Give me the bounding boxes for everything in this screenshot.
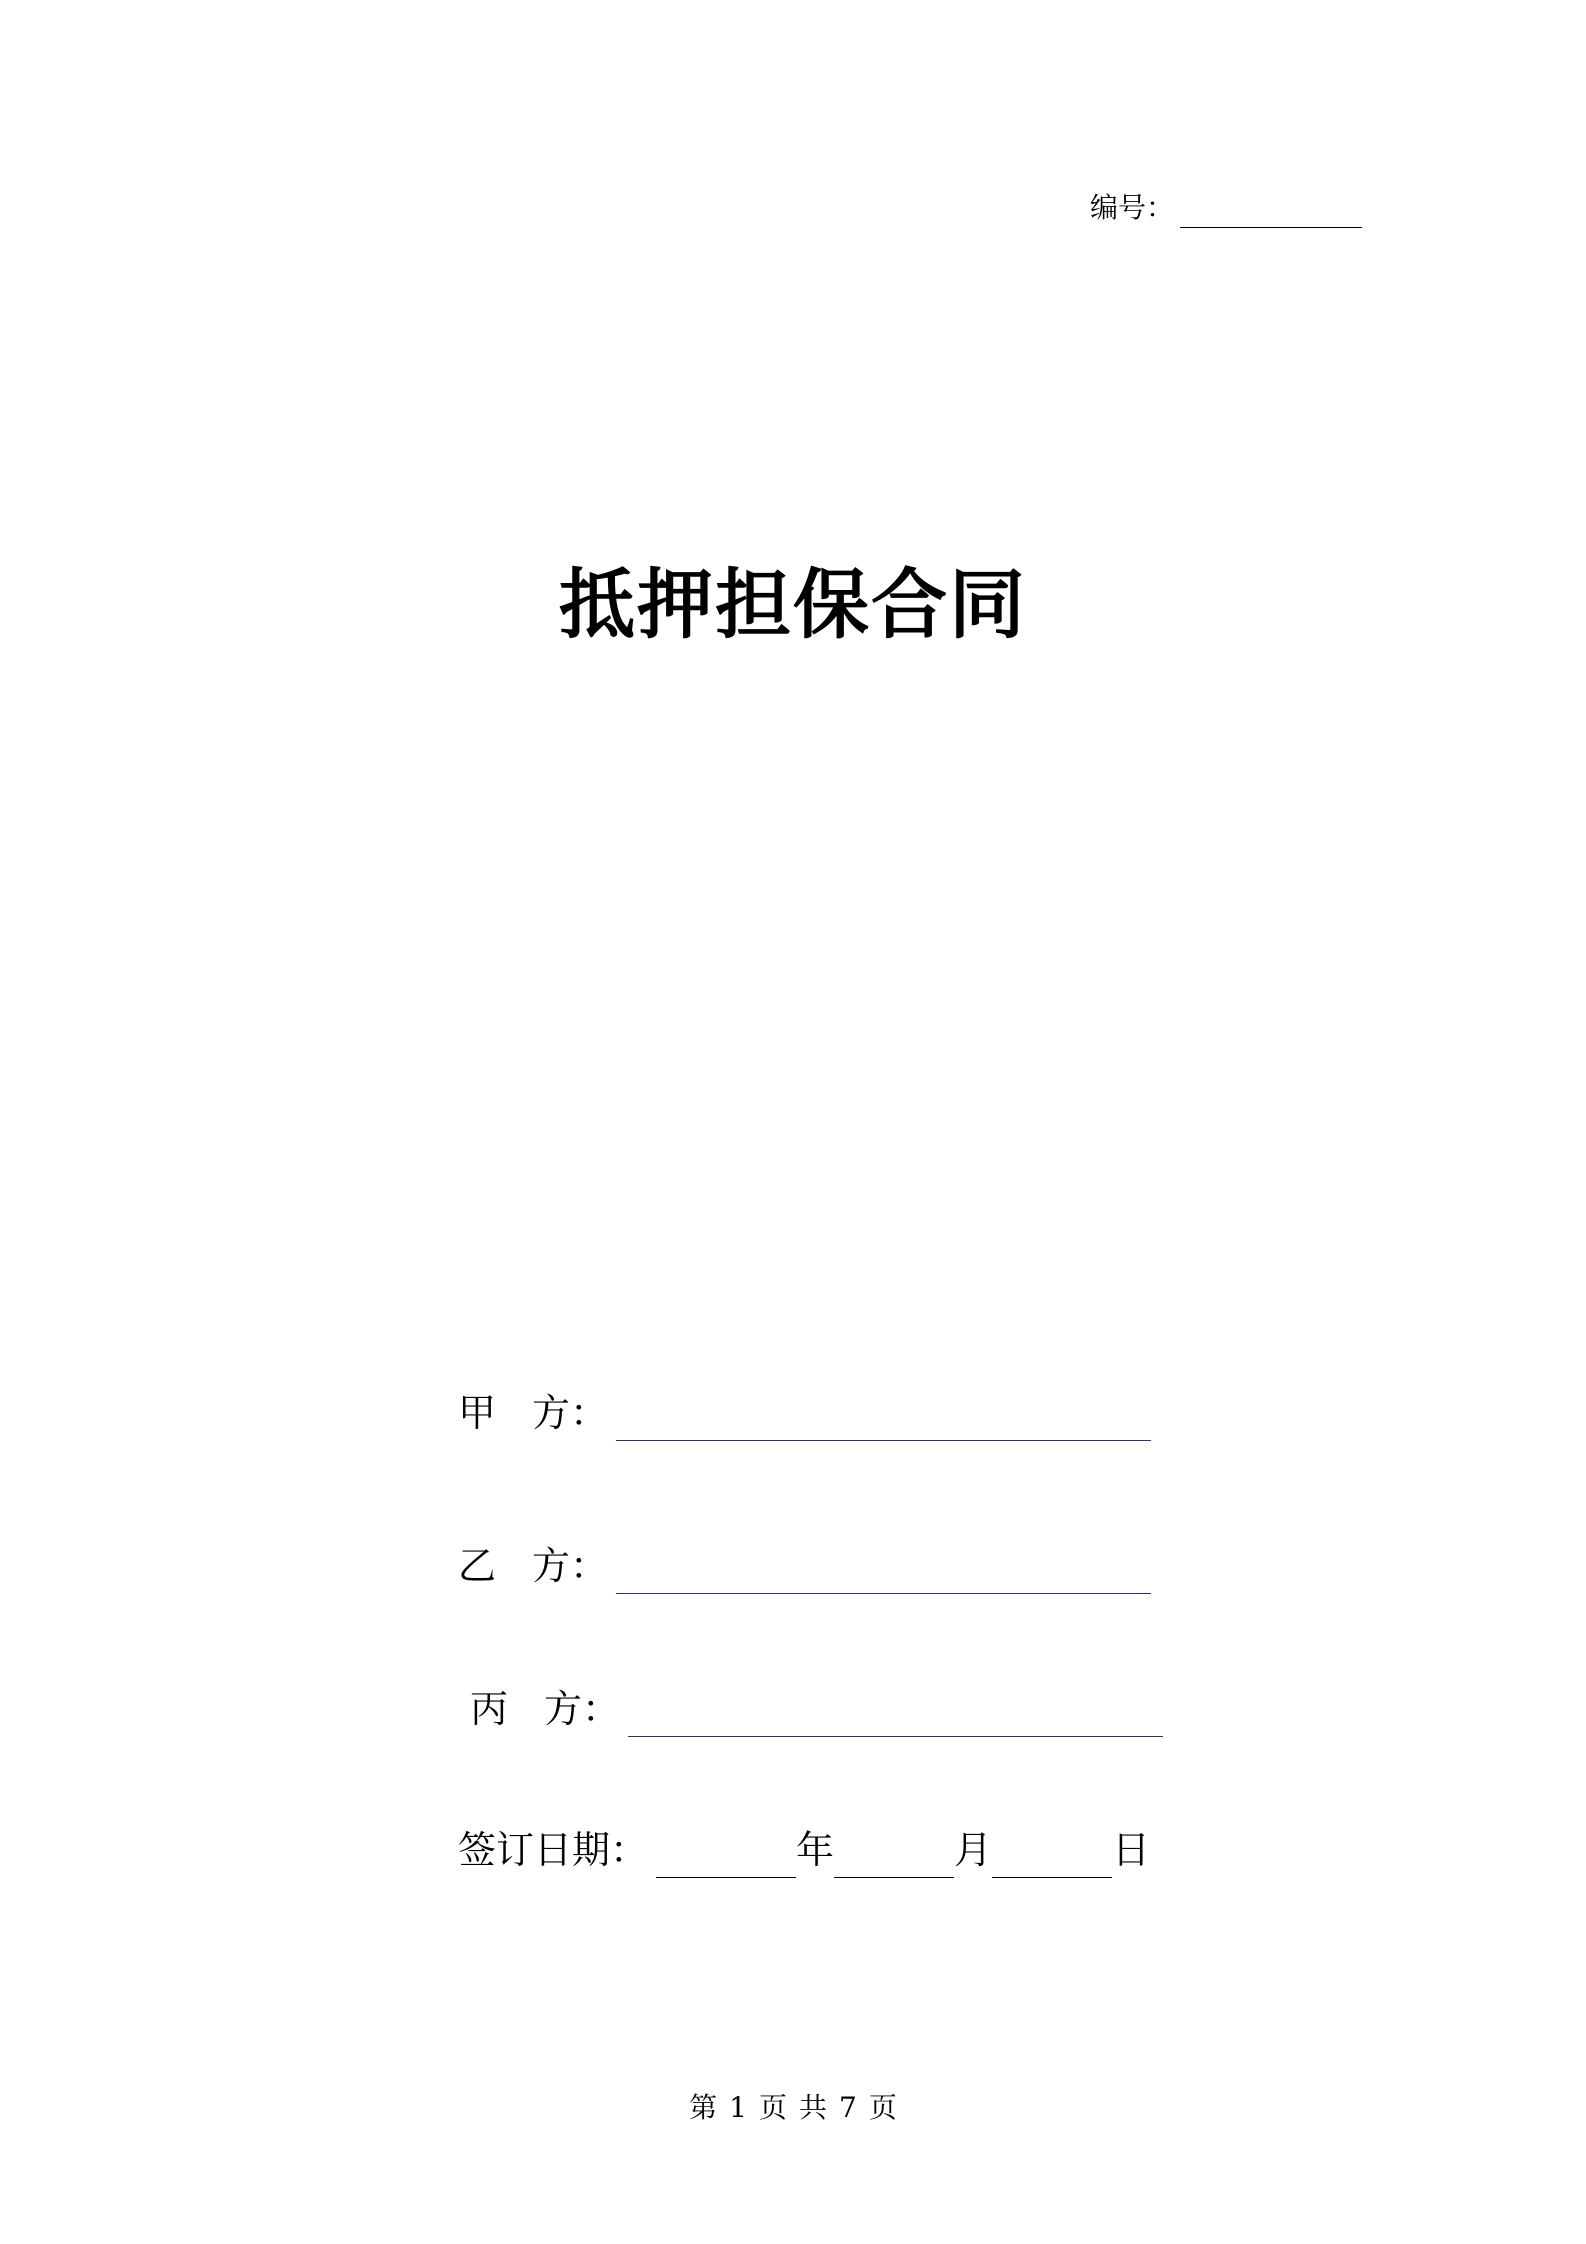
day-label: 日 xyxy=(1112,1828,1151,1872)
party-b-blank-line[interactable] xyxy=(616,1553,1151,1594)
footer-ye: 页 xyxy=(758,2091,787,2124)
document-title: 抵押担保合同 xyxy=(559,560,1027,649)
footer-gong: 共 xyxy=(799,2091,828,2124)
party-b-row xyxy=(458,1538,1151,1594)
party-c-blank-line[interactable] xyxy=(628,1696,1163,1737)
serial-number xyxy=(1090,188,1362,228)
signing-date-label: 签订日期： xyxy=(458,1828,649,1872)
signing-date-row xyxy=(458,1822,1150,1878)
party-c-label-char: 丙 xyxy=(470,1687,509,1731)
month-label: 月 xyxy=(954,1828,993,1872)
footer-ye2: 页 xyxy=(868,2091,897,2124)
party-a-row xyxy=(458,1385,1151,1441)
serial-label: 编号： xyxy=(1090,191,1175,224)
year-blank-line[interactable] xyxy=(656,1837,796,1878)
year-label: 年 xyxy=(796,1828,835,1872)
page-footer xyxy=(0,2088,1586,2128)
footer-page-number: 1 xyxy=(729,2091,747,2124)
month-blank-line[interactable] xyxy=(834,1837,954,1878)
party-a-label-suffix: 方： xyxy=(532,1391,609,1435)
party-b-label-suffix: 方： xyxy=(532,1544,609,1588)
party-c-label-suffix: 方： xyxy=(544,1687,621,1731)
footer-total-pages: 7 xyxy=(839,2091,857,2124)
party-a-label-char: 甲 xyxy=(458,1391,497,1435)
serial-blank-line[interactable] xyxy=(1180,199,1362,228)
party-a-blank-line[interactable] xyxy=(616,1400,1151,1441)
day-blank-line[interactable] xyxy=(992,1837,1112,1878)
party-b-label-char: 乙 xyxy=(458,1544,497,1588)
party-c-row xyxy=(470,1681,1163,1737)
footer-di: 第 xyxy=(689,2091,718,2124)
